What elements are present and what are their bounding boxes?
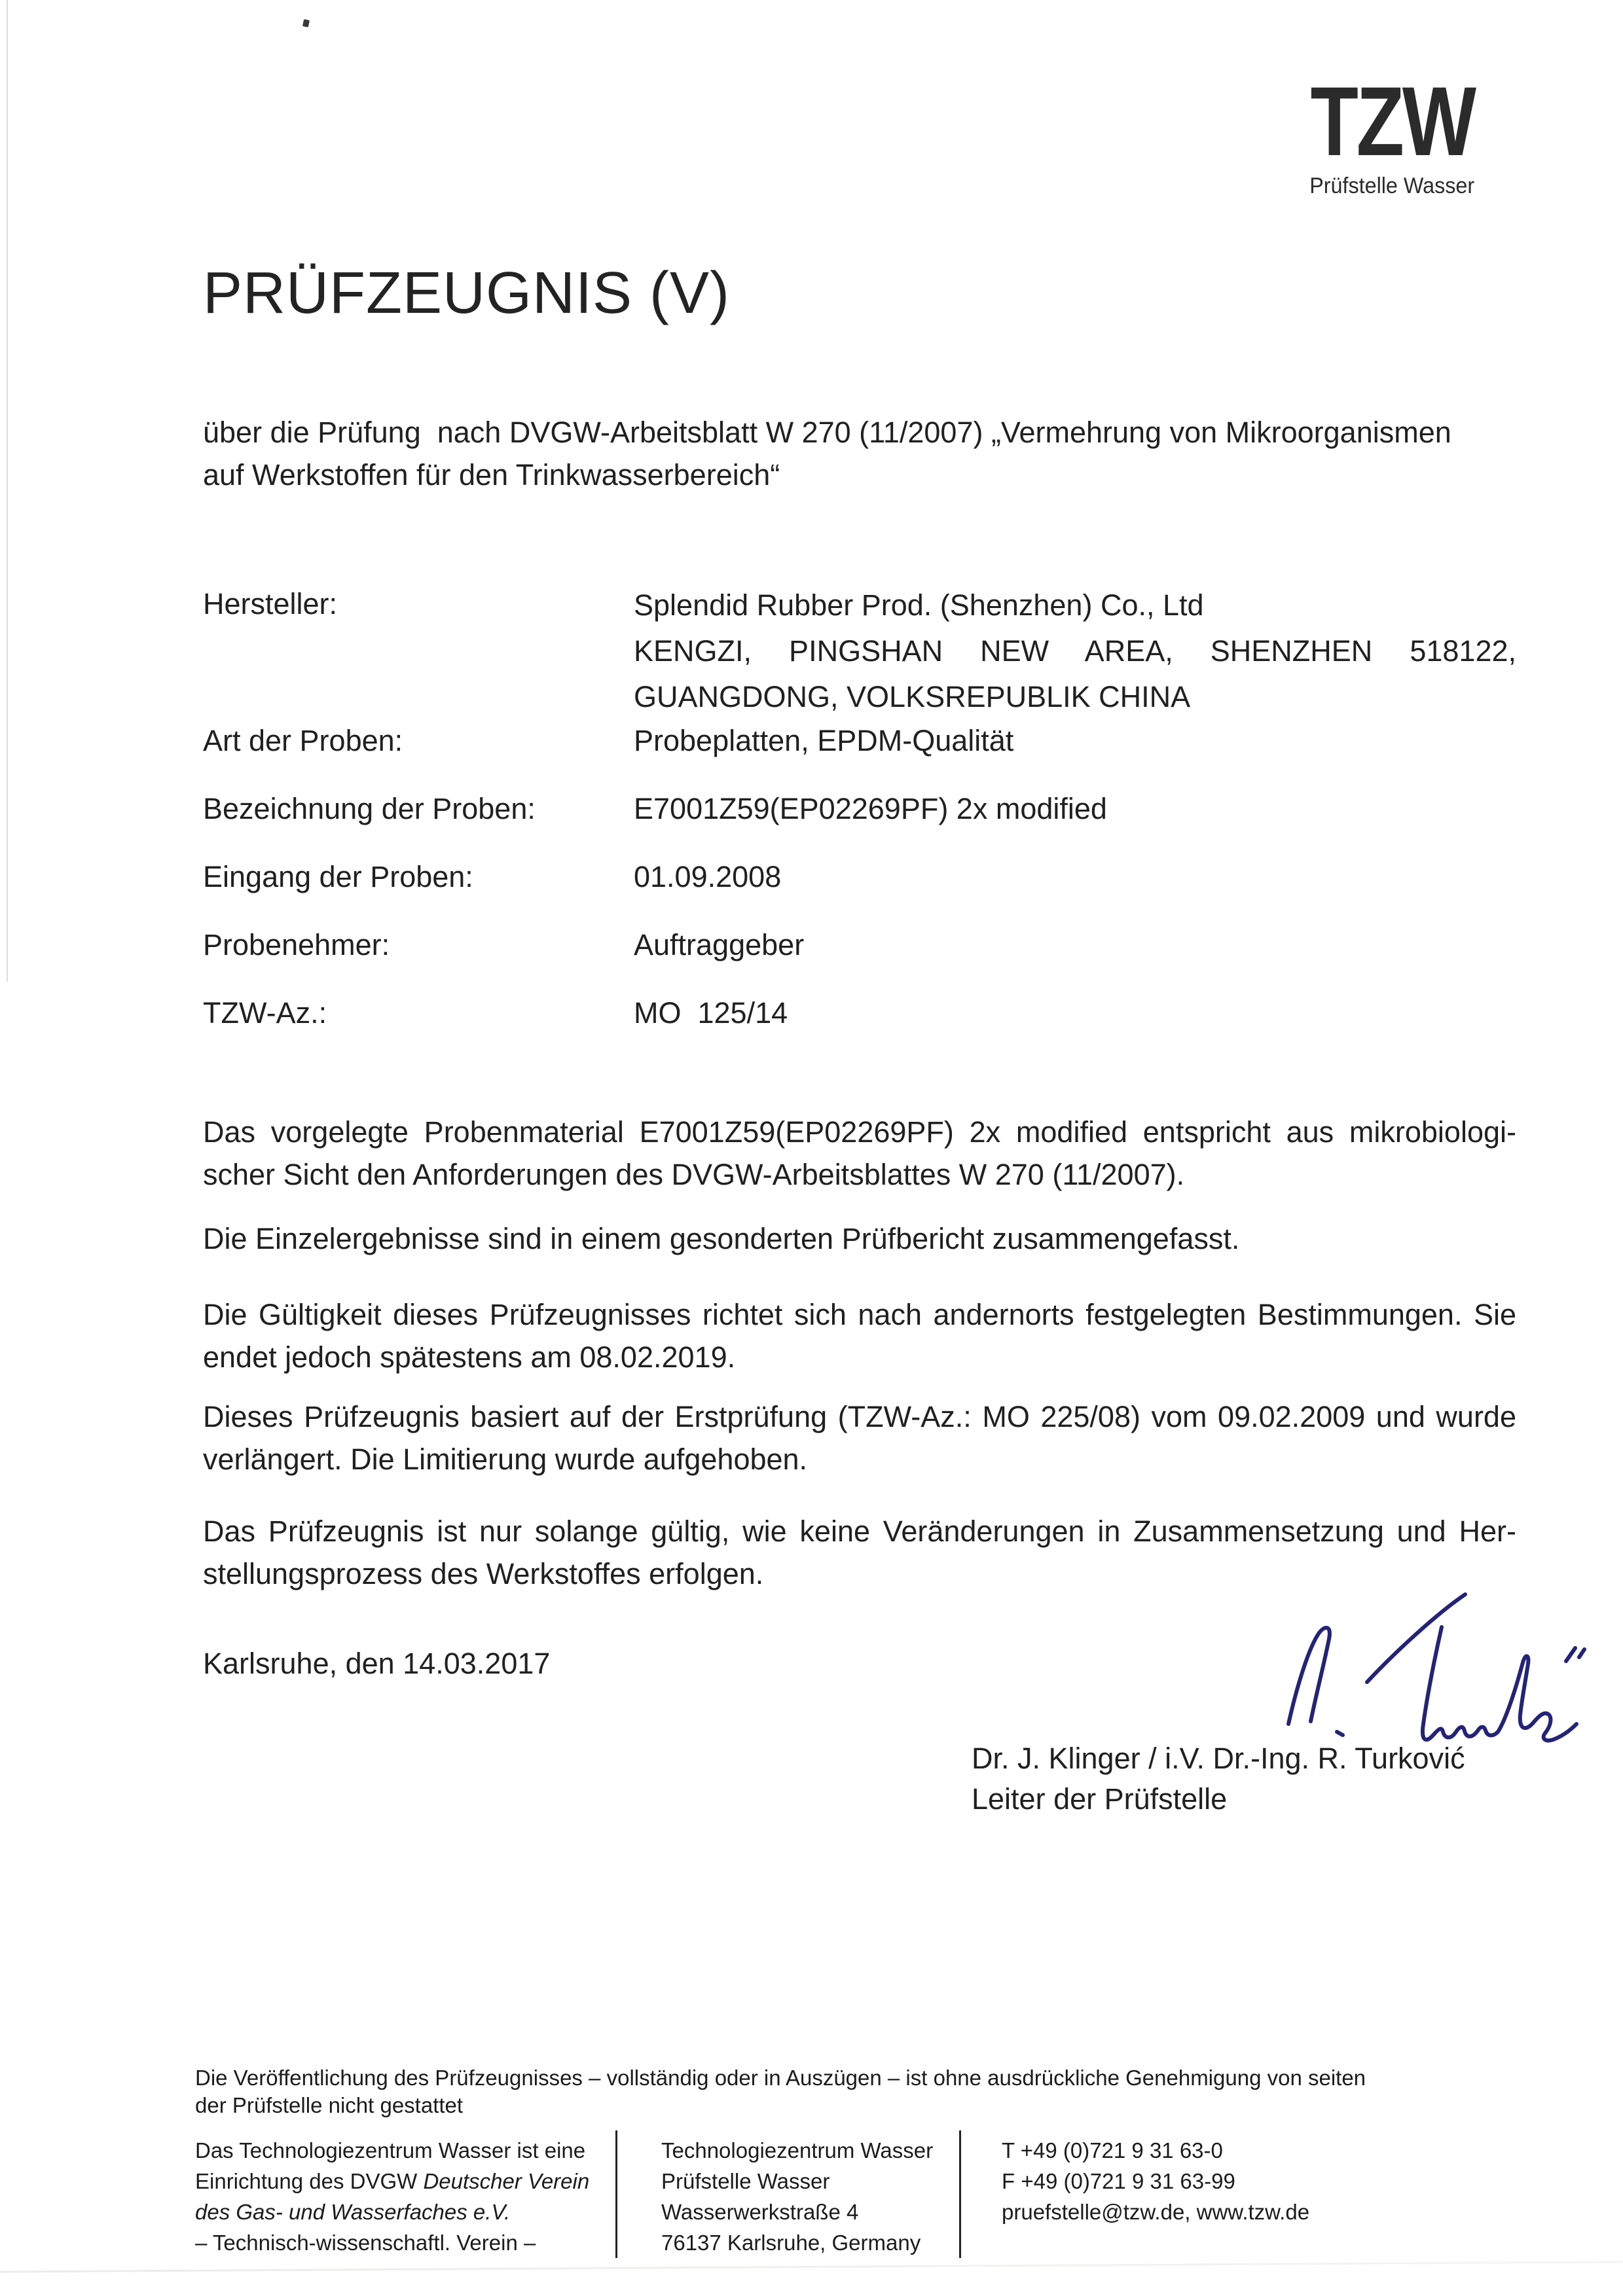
hersteller-line-2: KENGZI, PINGSHAN NEW AREA, SHENZHEN 518122, xyxy=(634,634,1516,668)
place-date-line: Karlsruhe, den 14.03.2017 xyxy=(203,1647,551,1680)
footer-address-line-2: Prüfstelle Wasser xyxy=(661,2169,830,2193)
footer-contact-fax: F +49 (0)721 9 31 63-99 xyxy=(1002,2169,1235,2193)
footer-institution-line-2 xyxy=(195,2166,601,2197)
publication-footnote xyxy=(195,2064,1366,2119)
footer-institution-line-1: Das Technologiezentrum Wasser ist eine xyxy=(195,2138,586,2162)
paragraph-1 xyxy=(203,1111,1516,1196)
footer-institution-line-3: des Gas- und Wasserfaches e.V. xyxy=(195,2200,511,2224)
paragraph-line: Das vorgelegte Probenmaterial E7001Z59(EP02269PF) 2x modified entspricht aus mikrobiologi- xyxy=(203,1115,1516,1149)
footnote-line-1: Die Veröffentlichung des Prüfzeugnisses – vollständig oder in Auszügen – ist ohne ausdrückliche Genehmigung von seiten xyxy=(195,2066,1366,2090)
paragraph-line: verlängert. Die Limitierung wurde aufgehoben. xyxy=(203,1443,808,1476)
paragraph-line: Dieses Prüfzeugnis basiert auf der Erstprüfung (TZW-Az.: MO 225/08) vom 09.02.2009 und wurde xyxy=(203,1400,1516,1433)
page-title: PRÜFZEUGNIS (V) xyxy=(203,260,731,326)
field-value-bezeichnung: E7001Z59(EP02269PF) 2x modified xyxy=(634,792,1107,825)
footer-address-line-1: Technologiezentrum Wasser xyxy=(661,2138,934,2162)
field-value-probenehmer: Auftraggeber xyxy=(634,928,805,961)
field-label-probenehmer: Probenehmer: xyxy=(203,928,390,961)
paragraph-5 xyxy=(203,1510,1516,1595)
footer-institution-line-4: – Technisch-wissenschaftl. Verein – xyxy=(195,2231,536,2255)
intro-line-1: über die Prüfung nach DVGW-Arbeitsblatt W 270 (11/2007) „Vermehrung von Mikroorganismen xyxy=(203,416,1451,449)
paragraph-2 xyxy=(203,1217,1239,1260)
footer-col-institution xyxy=(195,2135,601,2258)
field-value-eingang: 01.09.2008 xyxy=(634,860,782,893)
footer-address-line-3: Wasserwerkstraße 4 xyxy=(661,2200,859,2224)
footer-institution-line-2-italic: Deutscher Verein xyxy=(423,2169,590,2193)
field-label-bezeichnung: Bezeichnung der Proben: xyxy=(203,792,536,825)
field-label-eingang: Eingang der Proben: xyxy=(203,860,473,893)
signature-stroke xyxy=(1288,1594,1584,1740)
signer-role-line: Leiter der Prüfstelle xyxy=(972,1782,1228,1816)
footer-col-contact xyxy=(1002,2135,1368,2227)
field-value-tzw-az: MO 125/14 xyxy=(634,996,788,1030)
signer-name-line: Dr. J. Klinger / i.V. Dr.-Ing. R. Turković xyxy=(972,1742,1465,1775)
tzw-logo xyxy=(1265,66,1474,199)
signature-image xyxy=(1270,1584,1597,1748)
field-label-tzw-az: TZW-Az.: xyxy=(203,996,327,1030)
field-value-art-der-proben: Probeplatten, EPDM-Qualität xyxy=(634,724,1014,757)
footer-contact-phone: T +49 (0)721 9 31 63-0 xyxy=(1002,2138,1223,2162)
paragraph-3 xyxy=(203,1293,1516,1378)
field-value-hersteller xyxy=(634,583,1516,720)
hersteller-line-3: GUANGDONG, VOLKSREPUBLIK CHINA xyxy=(634,680,1191,713)
footer-divider-2 xyxy=(959,2130,961,2258)
intro-paragraph xyxy=(203,411,1451,496)
paragraph-line: Das Prüfzeugnis ist nur solange gültig, wie keine Veränderungen in Zusammensetzung und Her- xyxy=(203,1515,1516,1548)
hersteller-line-1: Splendid Rubber Prod. (Shenzhen) Co., Ltd xyxy=(634,588,1204,622)
paragraph-4 xyxy=(203,1395,1516,1480)
intro-line-2: auf Werkstoffen für den Trinkwasserbereich“ xyxy=(203,458,780,492)
paragraph-line: Die Gültigkeit dieses Prüfzeugnisses richtet sich nach andernorts festgelegten Bestimmungen. Sie xyxy=(203,1298,1516,1331)
paragraph-line: endet jedoch spätestens am 08.02.2019. xyxy=(203,1340,736,1374)
footer-divider-1 xyxy=(615,2130,617,2258)
footnote-line-2: der Prüfstelle nicht gestattet xyxy=(195,2093,464,2117)
tzw-logo-text: TZW xyxy=(1310,66,1474,176)
scan-speck xyxy=(302,19,310,27)
tzw-logo-subtitle: Prüfstelle Wasser xyxy=(1309,173,1474,198)
paragraph-line: stellungsprozess des Werkstoffes erfolgen. xyxy=(203,1557,764,1590)
scan-edge-line xyxy=(7,0,8,982)
footer-col-address xyxy=(661,2135,943,2258)
paragraph-line: Die Einzelergebnisse sind in einem gesonderten Prüfbericht zusammengefasst. xyxy=(203,1222,1240,1255)
footer-institution-line-2-regular: Einrichtung des DVGW xyxy=(195,2169,424,2193)
field-label-hersteller: Hersteller: xyxy=(203,587,338,620)
field-label-art-der-proben: Art der Proben: xyxy=(203,724,403,757)
footer-address-line-4: 76137 Karlsruhe, Germany xyxy=(661,2231,921,2255)
footer-contact-email-web: pruefstelle@tzw.de, www.tzw.de xyxy=(1002,2200,1310,2224)
signer-block xyxy=(972,1738,1465,1820)
scan-bottom-line xyxy=(0,2261,1623,2272)
paragraph-line: scher Sicht den Anforderungen des DVGW-Arbeitsblattes W 270 (11/2007). xyxy=(203,1158,1185,1191)
